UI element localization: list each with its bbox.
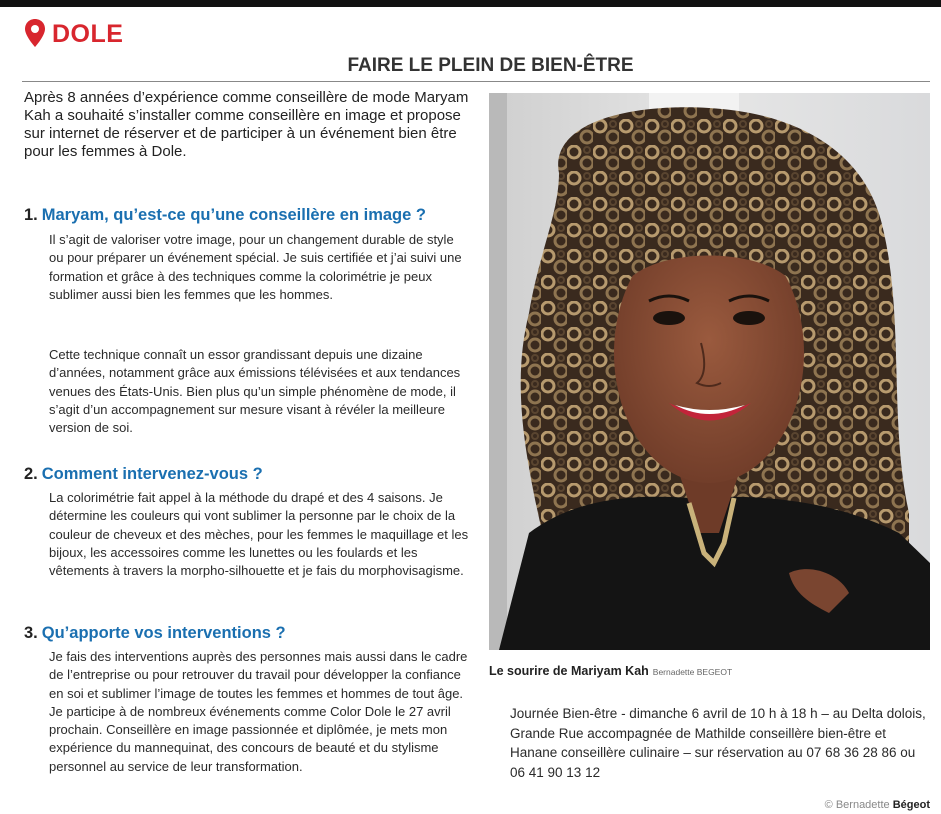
question-text: Maryam, qu’est-ce qu’une conseillère en image ? xyxy=(41,206,426,224)
caption-text: Le sourire de Mariyam Kah xyxy=(489,664,649,678)
event-info: Journée Bien-être - dimanche 6 avril de 10 h à 18 h – au Delta dolois, Grande Rue accompagnée de Mathilde conseillère bien-être et Hanane conseillère culinaire – sur réservation au 07 68 36 28 86 ou 06 41 90 13 12 xyxy=(510,706,926,780)
footer-credit-faded: © Bernadette xyxy=(824,799,893,811)
question-text: Qu’apporte vos interventions ? xyxy=(41,624,286,642)
question-number: 2. xyxy=(24,465,38,483)
footer-credit-name: Bégeot xyxy=(892,799,930,811)
question-1 xyxy=(24,206,426,225)
photo-caption xyxy=(489,664,732,678)
article-title-text: FAIRE LE PLEIN DE BIEN-ÊTRE xyxy=(347,55,634,76)
question-text: Comment intervenez-vous ? xyxy=(41,465,263,483)
question-3 xyxy=(24,624,286,643)
photo-credit: Bernadette BEGEOT xyxy=(652,667,733,677)
article-title xyxy=(0,55,941,77)
portrait-photo xyxy=(489,93,930,650)
top-border xyxy=(0,0,941,7)
answer-3-paragraph: Je fais des interventions auprès des personnes mais aussi dans le cadre de l’entreprise ou pour retrouver du travail pour développer la confiance en soi et sublimer l’image de toutes les femmes et hommes de tout âge. Je participe à de nombreux événements comme Color Dole le 27 avril prochain. Conseillère en image passionnée et diplômée, je mets mon expérience du mannequinat, des concours de beauté et du stylisme personnel au service de leur transformation. xyxy=(49,649,468,774)
question-number: 3. xyxy=(24,624,38,642)
footer-credit xyxy=(780,799,930,811)
answer-1-paragraph-2: Cette technique connaît un essor grandissant depuis une dizaine d’années, notamment grâce aux émissions télévisées et aux tendances venues des États-Unis. Bien plus qu’un simple phénomène de mode, il s’agit d’un accompagnement sur mesure visant à révéler la meilleure version de soi. xyxy=(49,347,461,436)
intro-paragraph: Après 8 années d’expérience comme conseillère de mode Maryam Kah a souhaité s’installer comme conseillère en image et propose sur internet de réserver et de participer à un événement bien être pour les femmes à Dole. xyxy=(24,89,469,160)
question-number: 1. xyxy=(24,206,38,224)
question-2 xyxy=(24,465,263,484)
answer-2-paragraph: La colorimétrie fait appel à la méthode du drapé et des 4 saisons. Je détermine les couleurs qui vont sublimer la personne par le choix de la couleur de cheveux et des mèches, pour les femmes le maquillage et les bijoux, les accessoires comme les lunettes ou les foulards et les vêtements à travers la morpho-silhouette et je fais du morphovisagisme. xyxy=(49,490,469,579)
city-label: DOLE xyxy=(52,20,124,48)
title-divider xyxy=(22,81,930,82)
answer-1-paragraph-1: Il s’agit de valoriser votre image, pour un changement durable de style ou pour préparer un événement spécial. Je suis certifiée et j’ai suivi une formation et grâce à des techniques comme la colorimétrie je peux sublimer aussi bien les femmes que les hommes. xyxy=(49,232,462,302)
location-pin-icon xyxy=(24,18,46,48)
portrait-illustration xyxy=(489,93,930,650)
